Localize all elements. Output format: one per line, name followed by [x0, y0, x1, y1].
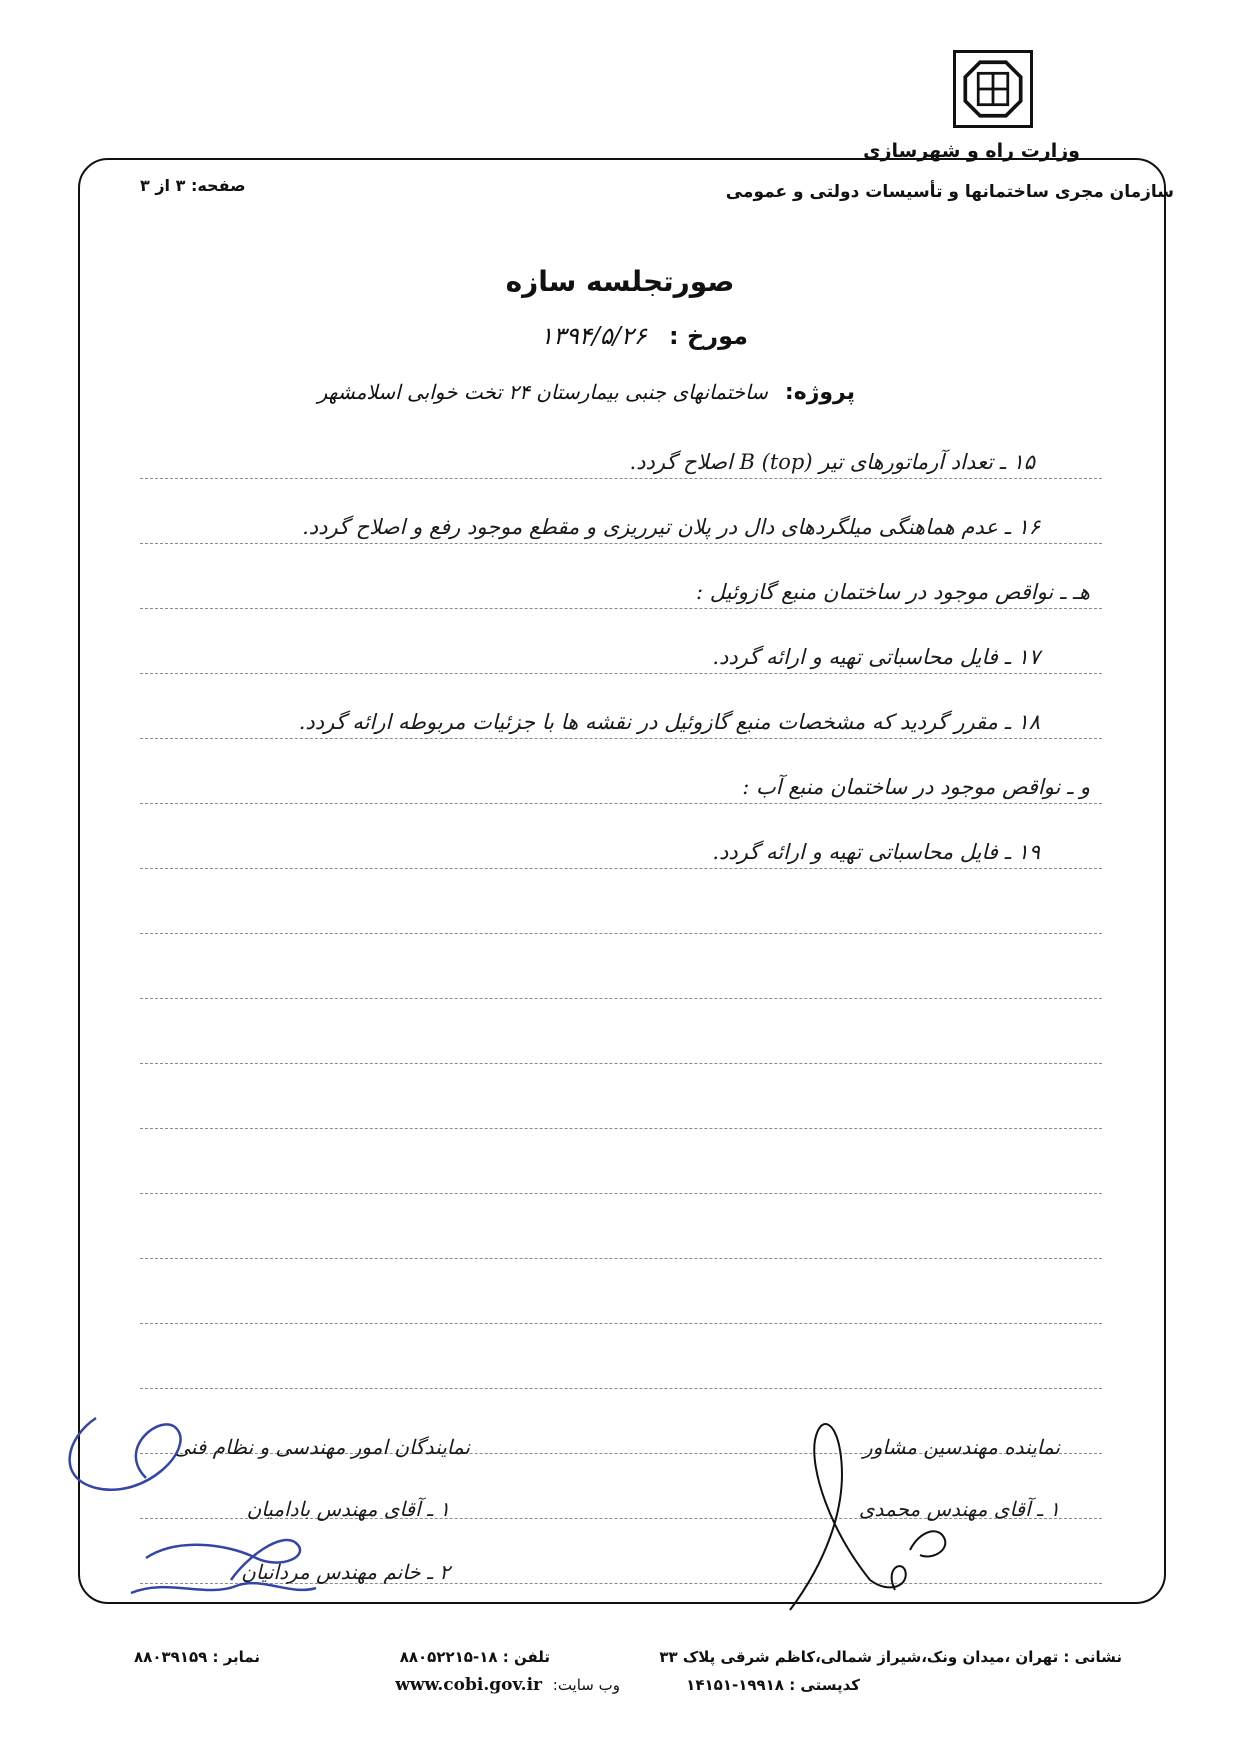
list-item: هـ ـ نواقص موجود در ساختمان منبع گازوئیل :: [695, 580, 1090, 604]
ministry-name: وزارت راه و شهرسازی: [863, 140, 1080, 162]
octagon-window-icon: [956, 53, 1030, 125]
footer-website-label: وب سایت:: [552, 1676, 620, 1694]
footer-postal-code: کدپستی : ۱۹۹۱۸-۱۴۱۵۱: [686, 1676, 860, 1694]
ministry-logo: [953, 50, 1033, 128]
list-item: ۱۷ ـ فایل محاسباتی تهیه و ارائه گردد.: [712, 645, 1040, 669]
organization-name: سازمان مجری ساختمانها و تأسیسات دولتی و عمومی: [725, 182, 1174, 202]
consultant-heading: نماینده مهندسین مشاور: [863, 1435, 1060, 1459]
ruled-line: [140, 1063, 1102, 1064]
ruled-line: [140, 1193, 1102, 1194]
ruled-line: [140, 543, 1102, 544]
ruled-line: [140, 1128, 1102, 1129]
project-value: ساختمانهای جنبی بیمارستان ۲۴ تخت خوابی اسلامشهر: [317, 380, 768, 404]
ruled-line: [140, 1258, 1102, 1259]
ruled-line: [140, 478, 1102, 479]
project-row: [318, 380, 855, 405]
date-label: مورخ :: [669, 322, 748, 350]
list-item: ۱۹ ـ فایل محاسباتی تهیه و ارائه گردد.: [712, 840, 1040, 864]
footer-address: نشانی : تهران ،میدان ونک،شیراز شمالی،کاظم شرقی پلاک ۳۳: [659, 1648, 1122, 1666]
ruled-line: [140, 868, 1102, 869]
ruled-line: [140, 1388, 1102, 1389]
project-label: پروژه:: [784, 380, 855, 405]
document-title: صورتجلسه سازه: [505, 265, 735, 298]
ruled-line: [140, 738, 1102, 739]
page-number: صفحه: ۳ از ۳: [140, 176, 246, 195]
black-signature-scribble: [780, 1410, 980, 1630]
blue-signature-scribble: [56, 1408, 366, 1608]
list-item: ۱۸ ـ مقرر گردید که مشخصات منبع گازوئیل در نقشه ها با جزئیات مربوطه ارائه گردد.: [298, 710, 1040, 734]
ruled-line: [140, 933, 1102, 934]
client-member-1: ۱ ـ آقای مهندس بادامیان: [246, 1497, 450, 1521]
date-row: [540, 322, 748, 350]
footer-website-link[interactable]: www.cobi.gov.ir: [395, 1675, 542, 1695]
list-item: ۱۵ ـ تعداد آرماتورهای تیر B (top) اصلاح گردد.: [629, 450, 1035, 474]
ruled-line: [140, 803, 1102, 804]
client-heading: نمایندگان امور مهندسی و نظام فنی: [174, 1435, 470, 1459]
ruled-line: [140, 1323, 1102, 1324]
consultant-member: ۱ ـ آقای مهندس محمدی: [858, 1497, 1060, 1521]
ruled-line: [140, 998, 1102, 999]
ruled-line: [140, 673, 1102, 674]
list-item: ۱۶ ـ عدم هماهنگی میلگردهای دال در پلان تیرریزی و مقطع موجود رفع و اصلاح گردد.: [302, 515, 1040, 539]
list-item: و ـ نواقص موجود در ساختمان منبع آب :: [742, 775, 1090, 799]
footer-website-row: [395, 1675, 620, 1695]
footer-phone: تلفن : ۱۸-۸۸۰۵۲۲۱۵: [399, 1648, 550, 1666]
date-value: ۱۳۹۴/۵/۲۶: [540, 322, 647, 350]
footer-fax: نمابر : ۸۸۰۳۹۱۵۹: [134, 1648, 260, 1666]
ruled-line: [140, 608, 1102, 609]
client-member-2: ۲ ـ خانم مهندس مردانیان: [241, 1560, 450, 1584]
